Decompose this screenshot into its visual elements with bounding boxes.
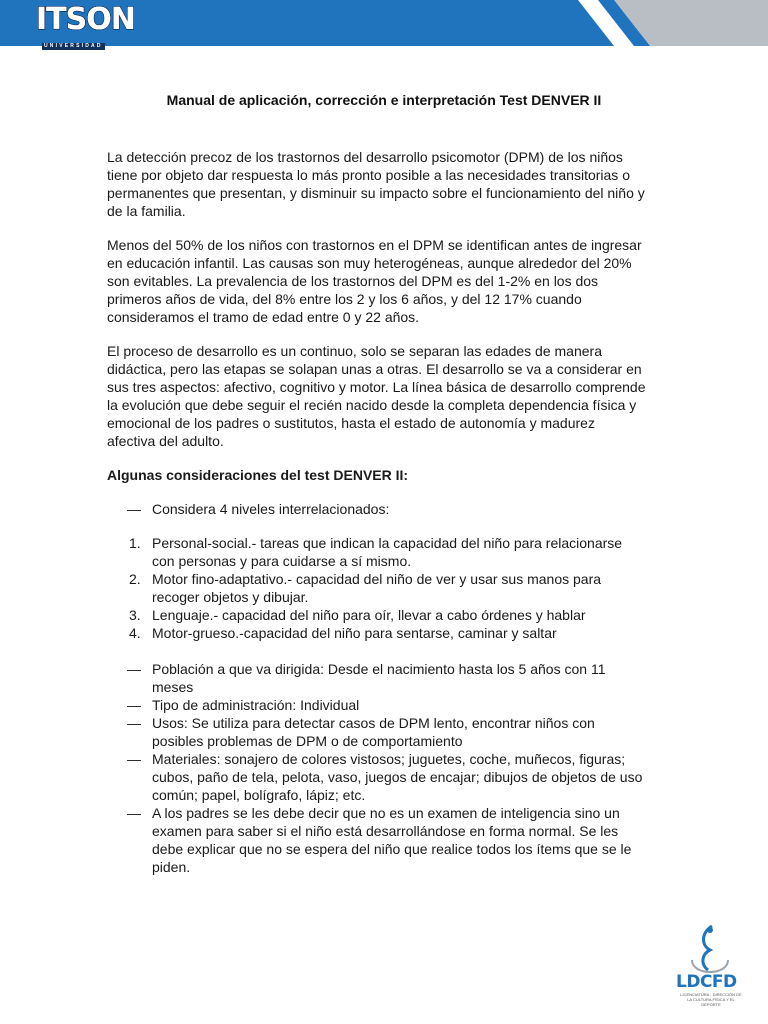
list-item-text: Lenguaje.- capacidad del niño para oír, llevar a cabo órdenes y hablar	[152, 607, 586, 623]
list-item	[107, 624, 647, 642]
list-item	[107, 500, 647, 518]
paragraph: El proceso de desarrollo es un continuo, solo se separan las edades de manera didáctica, pero las etapas se solapan unas a otras. El desarrollo se va a considerar en sus tres aspectos: afectivo, cognitivo y motor. La línea básica de desarrollo comprende la evolución que debe seguir el recién nacido desde la completa dependencia física y emocional de los padres o sustitutos, hasta el estado de autonomía y madurez afectiva del adulto.	[107, 343, 646, 449]
page-title: Manual de aplicación, corrección e interpretación Test DENVER II	[166, 92, 602, 108]
list-item-text: Materiales: sonajero de colores vistosos; juguetes, coche, muñecos, figuras; cubos, paño de tela, pelota, vaso, juegos de encajar; dibujos de objetos de uso común; papel, bolígrafo, lápiz; etc.	[152, 751, 643, 803]
list-item	[107, 804, 647, 876]
dash-marker: —	[127, 661, 141, 677]
logo-text: ITSON	[36, 2, 135, 37]
list-item	[107, 534, 647, 570]
list-item-text: Considera 4 niveles interrelacionados:	[152, 501, 390, 517]
list-item	[107, 570, 647, 606]
list-item-text: Población a que va dirigida: Desde el nacimiento hasta los 5 años con 11 meses	[152, 661, 606, 695]
dash-marker: —	[127, 805, 141, 821]
list-number: 3.	[129, 607, 141, 623]
list-item	[107, 714, 647, 750]
dash-list	[107, 660, 647, 876]
dash-marker: —	[127, 501, 141, 517]
list-item-text: Usos: Se utiliza para detectar casos de DPM lento, encontrar niños con posibles problemas de DPM o de comportamiento	[152, 715, 595, 749]
footer-logo-text: LDCFD	[676, 972, 737, 992]
list-item	[107, 750, 647, 804]
numbered-list	[107, 534, 647, 642]
dash-marker: —	[127, 715, 141, 731]
paragraph: Menos del 50% de los niños con trastornos en el DPM se identifican antes de ingresar en educación infantil. Las causas son muy heterogéneas, aunque alrededor del 20% son evitables. La prevalencia de los trastornos del DPM es del 1-2% en los dos primeros años de vida, del 8% entre los 2 y los 6 años, y del 12 17% cuando consideramos el tramo de edad entre 0 y 22 años.	[107, 237, 642, 325]
list-item	[107, 696, 647, 714]
list-number: 4.	[129, 625, 141, 641]
list-item	[107, 660, 647, 696]
list-item-text: A los padres se les debe decir que no es un examen de inteligencia sino un examen para saber si el niño está desarrollándose en forma normal. Se les debe explicar que no se espera del niño que realice todos los ítems que se le piden.	[152, 805, 632, 875]
dash-list-intro	[107, 500, 647, 518]
document-body	[107, 148, 647, 876]
list-number: 2.	[129, 571, 141, 587]
list-item-text: Personal-social.- tareas que indican la capacidad del niño para relacionarse con personas y para cuidarse a sí mismo.	[152, 535, 623, 569]
itson-logo	[36, 2, 136, 49]
footer-logo-subtext: LICENCIATURA · DIRECCIÓN DE LA CULTURA FÍSICA Y EL DEPORTE	[680, 992, 742, 1007]
paragraph: La detección precoz de los trastornos del desarrollo psicomotor (DPM) de los niños tiene por objeto dar respuesta lo más pronto posible a las necesidades transitorias o permanentes que presentan, y disminuir su impacto sobre el funcionamiento del niño y de la familia.	[107, 149, 645, 219]
list-item	[107, 606, 647, 624]
list-item-text: Motor-grueso.-capacidad del niño para sentarse, caminar y saltar	[152, 625, 557, 641]
dash-marker: —	[127, 697, 141, 713]
dash-marker: —	[127, 751, 141, 767]
list-number: 1.	[129, 535, 141, 551]
list-item-text: Tipo de administración: Individual	[152, 697, 360, 713]
list-item-text: Motor fino-adaptativo.- capacidad del niño de ver y usar sus manos para recoger objetos y dibujar.	[152, 571, 602, 605]
section-heading: Algunas consideraciones del test DENVER II:	[107, 467, 409, 483]
logo-subtext: UNIVERSIDAD	[44, 43, 103, 49]
